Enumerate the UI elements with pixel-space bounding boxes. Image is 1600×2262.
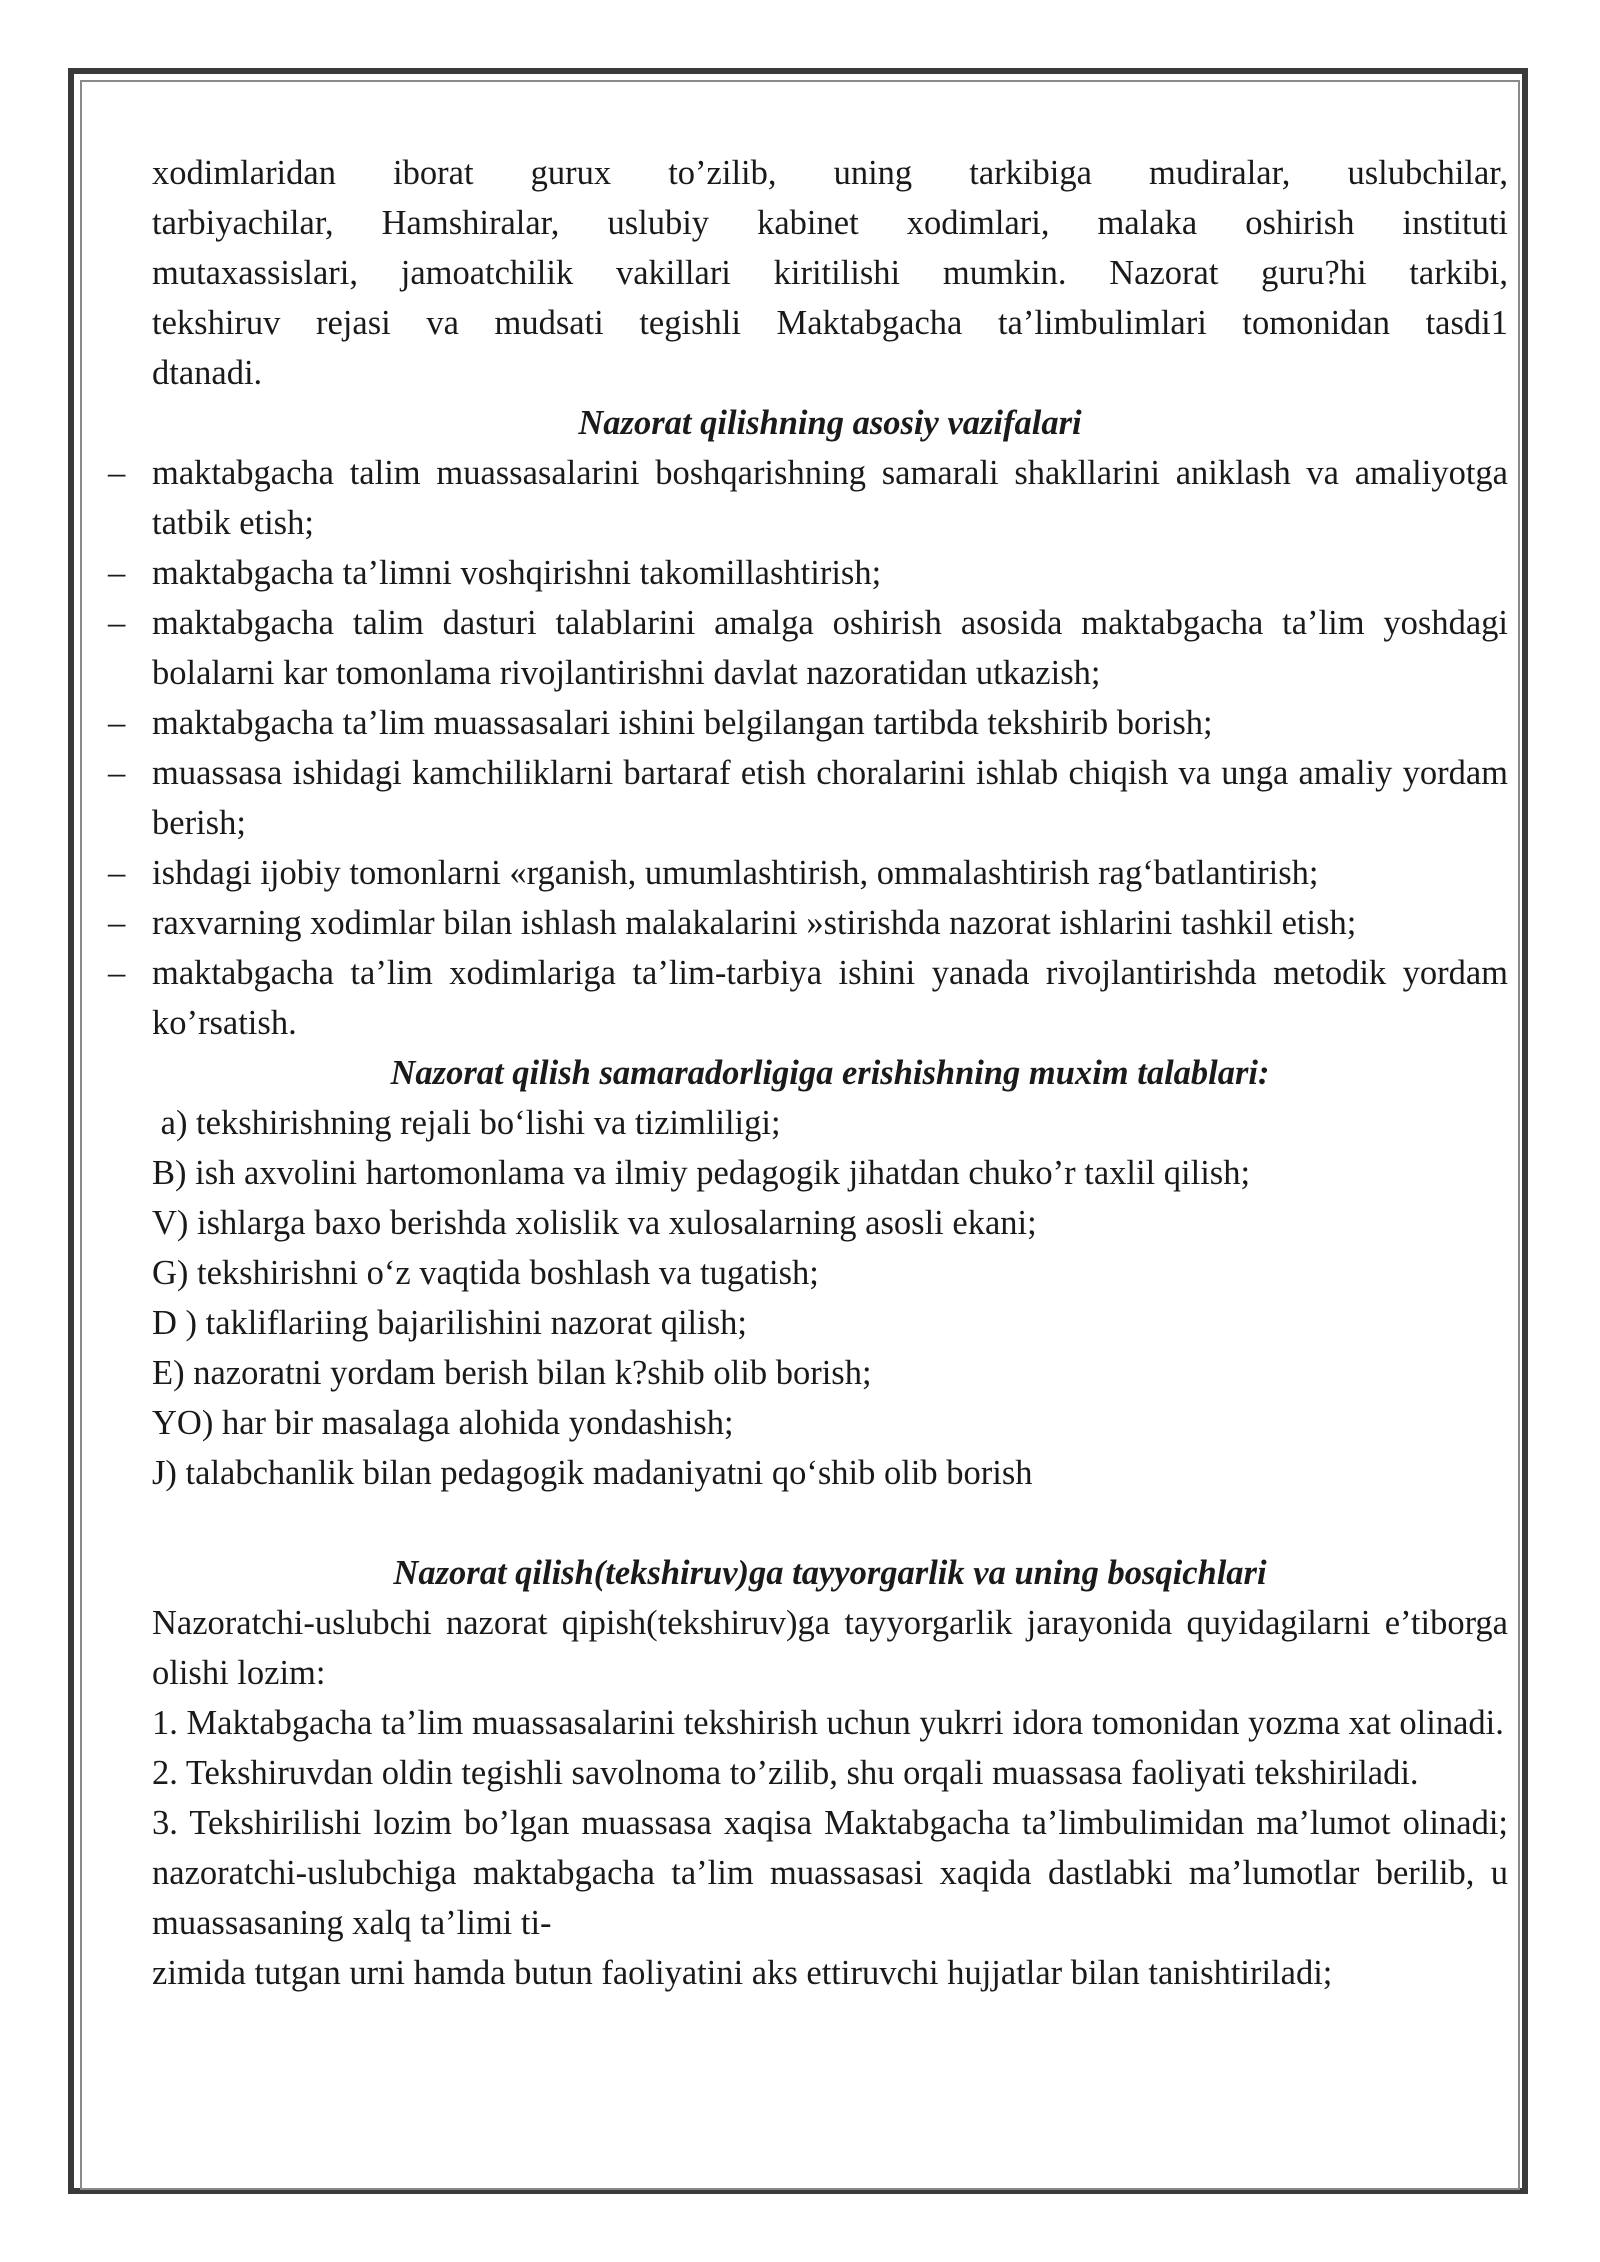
list-item: a) tekshirishning rejali bo‘lishi va tizimliligi; xyxy=(152,1104,781,1142)
list-item-text: ishdagi ijobiy tomonlarni «rganish, umumlashtirish, ommalashtirish rag‘batlantirish; xyxy=(152,854,1319,892)
tasks-list xyxy=(108,448,1508,1048)
list-item-text: maktabgacha ta’lim muassasalari ishini belgilangan tartibda tekshirib borish; xyxy=(152,704,1213,742)
intro-line-3: mutaxassislari, jamoatchilik vakillari kiritilishi mumkin. Nazorat guru?hi tarkibi, xyxy=(152,254,1508,292)
numbered-item-continuation: zimida tutgan urni hamda butun faoliyatini aks ettiruvchi hujjatlar bilan tanishtiriladi; xyxy=(152,1954,1333,1992)
dash-bullet: – xyxy=(108,854,126,892)
list-item-text: maktabgacha talim muassasalarini boshqarishning samarali shakllarini aniklash va amaliyotga tatbik etish; xyxy=(152,454,1508,542)
dash-bullet: – xyxy=(108,704,126,742)
dash-bullet: – xyxy=(108,454,126,492)
list-item xyxy=(108,448,1508,548)
dash-bullet: – xyxy=(108,904,126,942)
blank-line xyxy=(152,1498,1508,1548)
list-item xyxy=(108,698,1508,748)
intro-line-2: tarbiyachilar, Hamshiralar, uslubiy kabinet xodimlari, malaka oshirish instituti xyxy=(152,204,1508,242)
preparation-intro: Nazoratchi-uslubchi nazorat qipish(tekshiruv)ga tayyorgarlik jarayonida quyidagilarni e’tiborga olishi lozim: xyxy=(152,1604,1508,1692)
dash-bullet: – xyxy=(108,754,126,792)
numbered-item: 3. Tekshirilishi lozim bo’lgan muassasa xaqisa Maktabgacha ta’limbulimidan ma’lumot olinadi; nazoratchi-uslubchiga maktabgacha ta’lim muassasasi xaqida dastlabki ma’lumotlar berilib, u muassasaning xalq ta’limi ti- xyxy=(152,1804,1508,1942)
list-item: E) nazoratni yordam berish bilan k?shib olib borish; xyxy=(152,1354,872,1392)
list-item: D ) takliflariing bajarilishini nazorat qilish; xyxy=(152,1304,747,1342)
list-item-text: maktabgacha ta’limni voshqirishni takomillashtirish; xyxy=(152,554,882,592)
list-item: J) talabchanlik bilan pedagogik madaniyatni qo‘shib olib borish xyxy=(152,1454,1033,1492)
list-item xyxy=(108,598,1508,698)
list-item xyxy=(108,748,1508,848)
list-item-text: maktabgacha ta’lim xodimlariga ta’lim-tarbiya ishini yanada rivojlantirishda metodik yordam ko’rsatish. xyxy=(152,954,1508,1042)
list-item-text: maktabgacha talim dasturi talablarini amalga oshirish asosida maktabgacha ta’lim yoshdagi bolalarni kar tomonlama rivojlantirishni davlat nazoratidan utkazish; xyxy=(152,604,1508,692)
intro-paragraph xyxy=(152,148,1508,398)
list-item xyxy=(108,898,1508,948)
dash-bullet: – xyxy=(108,554,126,592)
section-heading-preparation: Nazorat qilish(tekshiruv)ga tayyorgarlik va uning bosqichlari xyxy=(393,1554,1267,1592)
document-body xyxy=(108,148,1508,1998)
intro-line-1: xodimlaridan iborat gurux to’zilib, uning tarkibiga mudiralar, uslubchilar, xyxy=(152,154,1508,192)
intro-line-4: tekshiruv rejasi va mudsati tegishli Maktabgacha ta’limbulimlari tomonidan tasdi1 xyxy=(152,304,1508,342)
list-item: V) ishlarga baxo berishda xolislik va xulosalarning asosli ekani; xyxy=(152,1204,1037,1242)
list-item: G) tekshirishni o‘z vaqtida boshlash va tugatish; xyxy=(152,1254,819,1292)
section-heading-requirements: Nazorat qilish samaradorligiga erishishning muxim talablari: xyxy=(390,1054,1270,1092)
list-item xyxy=(108,948,1508,1048)
section-heading-tasks: Nazorat qilishning asosiy vazifalari xyxy=(578,404,1082,442)
intro-line-5: dtanadi. xyxy=(152,354,263,392)
list-item-text: muassasa ishidagi kamchiliklarni bartaraf etish choralarini ishlab chiqish va unga amaliy yordam berish; xyxy=(152,754,1508,842)
list-item xyxy=(108,848,1508,898)
numbered-item: 1. Maktabgacha ta’lim muassasalarini tekshirish uchun yukrri idora tomonidan yozma xat olinadi. xyxy=(152,1704,1504,1742)
list-item: YO) har bir masalaga alohida yondashish; xyxy=(152,1404,734,1442)
list-item: B) ish axvolini hartomonlama va ilmiy pedagogik jihatdan chuko’r taxlil qilish; xyxy=(152,1154,1251,1192)
requirements-list xyxy=(152,1098,1508,1498)
list-item xyxy=(108,548,1508,598)
list-item-text: raxvarning xodimlar bilan ishlash malakalarini »stirishda nazorat ishlarini tashkil etish; xyxy=(152,904,1357,942)
dash-bullet: – xyxy=(108,954,126,992)
dash-bullet: – xyxy=(108,604,126,642)
numbered-item: 2. Tekshiruvdan oldin tegishli savolnoma to’zilib, shu orqali muassasa faoliyati tekshiriladi. xyxy=(152,1754,1419,1792)
